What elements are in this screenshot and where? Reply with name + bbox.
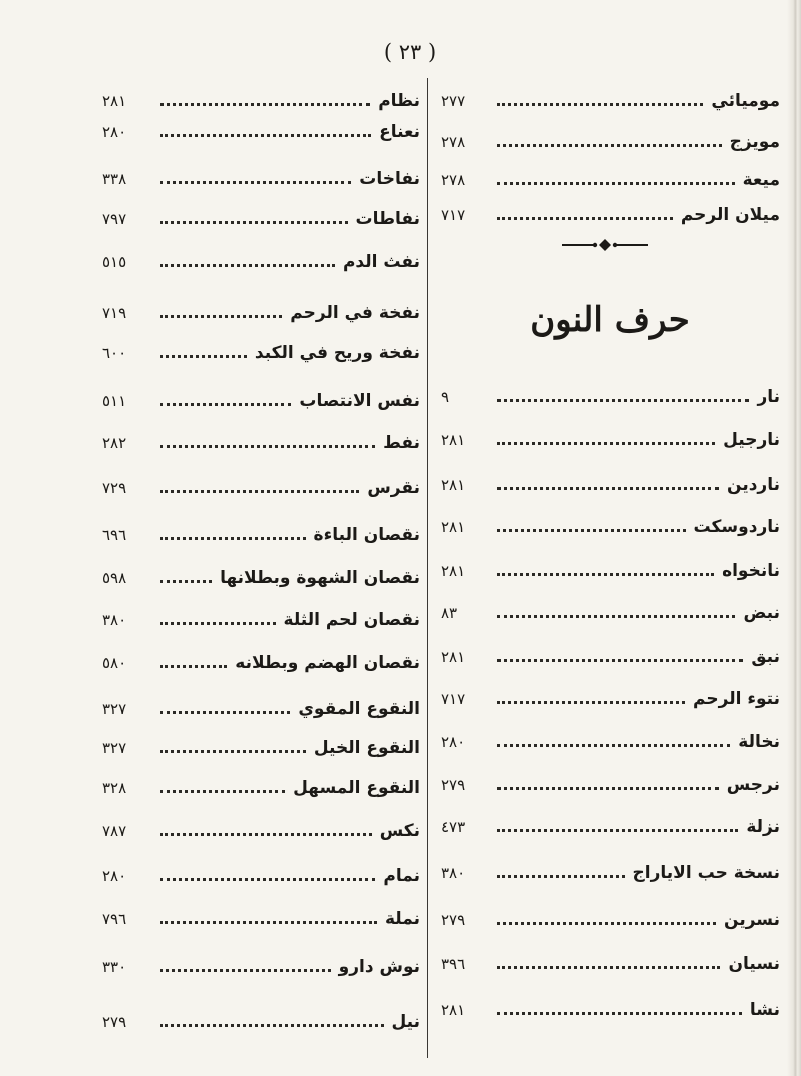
index-entry	[435, 905, 780, 935]
leader-dots	[497, 966, 720, 969]
entry-page: ٢٨٠	[441, 733, 466, 751]
index-entry	[435, 382, 780, 412]
ornament-divider-icon	[560, 238, 650, 252]
leader-dots	[497, 875, 625, 878]
page-number: ( ٢٣ )	[383, 40, 437, 64]
entry-term: نفخة وريح في الكبد	[254, 343, 420, 363]
leader-dots	[497, 701, 685, 704]
leader-dots	[497, 922, 716, 925]
entry-term: نخالة	[738, 732, 780, 752]
index-entry	[80, 164, 420, 194]
leader-dots	[160, 878, 375, 881]
entry-page: ٢٨١	[441, 1001, 466, 1019]
entry-term: نقرس	[367, 478, 420, 498]
entry-term: نفس الانتصاب	[299, 391, 420, 411]
entry-term: نار	[757, 387, 780, 407]
leader-dots	[497, 182, 735, 185]
entry-page: ٢٨١	[102, 92, 127, 110]
index-entry	[80, 386, 420, 416]
leader-dots	[497, 399, 749, 402]
leader-dots	[160, 537, 306, 540]
index-entry	[435, 86, 780, 116]
entry-page: ٢٨٢	[102, 434, 127, 452]
index-entry	[435, 770, 780, 800]
index-entry	[435, 165, 780, 195]
leader-dots	[160, 833, 372, 836]
index-entry	[80, 117, 420, 147]
leader-dots	[497, 103, 703, 106]
index-entry	[80, 298, 420, 328]
entry-page: ٨٣	[441, 604, 458, 622]
entry-page: ٢٧٧	[441, 92, 466, 110]
entry-page: ٢٧٩	[441, 776, 466, 794]
entry-term: نعناع	[379, 122, 420, 142]
entry-term: نمام	[383, 866, 420, 886]
entry-term: نسرين	[724, 910, 780, 930]
entry-term: نانخواه	[722, 561, 780, 581]
leader-dots	[160, 1024, 384, 1027]
leader-dots	[497, 829, 738, 832]
leader-dots	[497, 442, 715, 445]
entry-term: ناردين	[727, 475, 780, 495]
leader-dots	[160, 264, 335, 267]
entry-page: ٦٩٦	[102, 526, 127, 544]
entry-page: ٣٣٨	[102, 170, 127, 188]
index-entry	[435, 556, 780, 586]
leader-dots	[160, 134, 371, 137]
entry-page: ٢٧٩	[441, 911, 466, 929]
entry-page: ٢٨١	[441, 648, 466, 666]
entry-term: نفاطات	[355, 209, 420, 229]
leader-dots	[160, 445, 375, 448]
entry-term: ناردوسكت	[693, 517, 780, 537]
entry-page: ٣٣٠	[102, 958, 127, 976]
leader-dots	[497, 217, 673, 220]
index-entry	[435, 642, 780, 672]
index-entry	[80, 247, 420, 277]
leader-dots	[160, 181, 351, 184]
entry-term: نقصان لحم الثلة	[283, 610, 420, 630]
leader-dots	[160, 103, 370, 106]
index-entry	[80, 473, 420, 503]
leader-dots	[160, 711, 290, 714]
leader-dots	[497, 487, 719, 490]
leader-dots	[497, 573, 714, 576]
index-entry	[80, 648, 420, 678]
entry-term: نظام	[378, 91, 420, 111]
entry-term: نوش دارو	[338, 957, 420, 977]
entry-page: ٢٨١	[441, 518, 466, 536]
section-heading: حرف النون	[530, 300, 690, 340]
index-entry	[80, 86, 420, 116]
index-entry	[80, 733, 420, 763]
index-entry	[80, 605, 420, 635]
entry-term: نملة	[384, 909, 420, 929]
entry-page: ٢٨٠	[102, 123, 127, 141]
entry-term: نزلة	[746, 817, 780, 837]
entry-term: نيل	[391, 1012, 420, 1032]
index-entry	[80, 861, 420, 891]
entry-page: ٣٨٠	[441, 864, 466, 882]
entry-term: نشا	[749, 1000, 780, 1020]
leader-dots	[160, 315, 282, 318]
leader-dots	[497, 744, 730, 747]
entry-page: ٧١٧	[441, 206, 466, 224]
entry-page: ٧١٧	[441, 690, 466, 708]
leader-dots	[497, 144, 722, 147]
entry-term: موميائي	[711, 91, 780, 111]
entry-term: نارجيل	[723, 430, 780, 450]
leader-dots	[497, 529, 686, 532]
entry-page: ٧٨٧	[102, 822, 127, 840]
leader-dots	[160, 403, 291, 406]
leader-dots	[160, 355, 247, 358]
index-entry	[435, 684, 780, 714]
entry-term: نفث الدم	[342, 252, 420, 272]
entry-page: ٢٨١	[441, 476, 466, 494]
leader-dots	[160, 790, 285, 793]
entry-page: ٥٨٠	[102, 654, 127, 672]
entry-term: النقوع المقوي	[298, 699, 420, 719]
leader-dots	[160, 750, 306, 753]
index-entry	[80, 428, 420, 458]
entry-page: ٢٨٠	[102, 867, 127, 885]
entry-term: نبض	[743, 603, 780, 623]
entry-page: ٦٠٠	[102, 344, 127, 362]
entry-term: نبق	[751, 647, 780, 667]
entry-page: ٢٧٨	[441, 171, 466, 189]
index-entry	[80, 816, 420, 846]
entry-term: النقوع الخيل	[313, 738, 420, 758]
entry-page: ٢٨١	[441, 562, 466, 580]
entry-page: ٧٩٧	[102, 210, 127, 228]
entry-page: ٢٧٩	[102, 1013, 127, 1031]
leader-dots	[160, 665, 227, 668]
leader-dots	[497, 787, 719, 790]
entry-page: ٥١١	[102, 392, 127, 410]
leader-dots	[160, 969, 331, 972]
entry-term: نسخة حب الاياراج	[632, 863, 780, 883]
leader-dots	[160, 490, 359, 493]
index-entry	[435, 995, 780, 1025]
entry-page: ٣٢٧	[102, 700, 127, 718]
entry-page: ٥٩٨	[102, 569, 127, 587]
index-entry	[435, 812, 780, 842]
index-entry	[435, 200, 780, 230]
index-entry	[435, 127, 780, 157]
index-entry	[80, 338, 420, 368]
leader-dots	[160, 921, 377, 924]
index-entry	[80, 520, 420, 550]
index-entry	[435, 598, 780, 628]
entry-term: نسيان	[728, 954, 780, 974]
entry-page: ٢٧٨	[441, 133, 466, 151]
index-entry	[80, 204, 420, 234]
entry-page: ٣٢٨	[102, 779, 127, 797]
index-entry	[80, 694, 420, 724]
entry-term: نفاخات	[359, 169, 420, 189]
entry-page: ٣٩٦	[441, 955, 466, 973]
entry-page: ٣٢٧	[102, 739, 127, 757]
entry-term: نقصان الباءة	[313, 525, 420, 545]
leader-dots	[497, 659, 743, 662]
entry-page: ٧٩٦	[102, 910, 127, 928]
entry-page: ٧٢٩	[102, 479, 127, 497]
entry-term: نفط	[383, 433, 420, 453]
index-entry	[80, 904, 420, 934]
index-entry	[80, 563, 420, 593]
index-entry	[80, 1007, 420, 1037]
leader-dots	[497, 615, 735, 618]
entry-term: ميلان الرحم	[680, 205, 780, 225]
entry-page: ٥١٥	[102, 253, 127, 271]
index-entry	[435, 727, 780, 757]
entry-term: نفخة في الرحم	[290, 303, 420, 323]
entry-term: نقصان الشهوة وبطلانها	[220, 568, 420, 588]
entry-term: نقصان الهضم وبطلانه	[235, 653, 420, 673]
entry-term: مويزج	[729, 132, 780, 152]
index-entry	[435, 858, 780, 888]
index-entry	[435, 470, 780, 500]
entry-page: ٤٧٣	[441, 818, 466, 836]
index-entry	[80, 952, 420, 982]
leader-dots	[497, 1012, 742, 1015]
index-entry	[435, 425, 780, 455]
index-entry	[435, 512, 780, 542]
entry-page: ٢٨١	[441, 431, 466, 449]
entry-page: ٣٨٠	[102, 611, 127, 629]
entry-term: النقوع المسهل	[293, 778, 420, 798]
page-edge-shadow	[787, 0, 801, 1076]
entry-page: ٧١٩	[102, 304, 127, 322]
entry-term: نرجس	[726, 775, 780, 795]
leader-dots	[160, 221, 348, 224]
column-divider	[427, 78, 428, 1058]
leader-dots	[160, 580, 212, 583]
index-entry	[80, 773, 420, 803]
leader-dots	[160, 622, 276, 625]
index-entry	[435, 949, 780, 979]
entry-term: نتوء الرحم	[693, 689, 780, 709]
entry-term: نكس	[379, 821, 420, 841]
entry-term: ميعة	[742, 170, 780, 190]
entry-page: ٩	[441, 388, 450, 406]
